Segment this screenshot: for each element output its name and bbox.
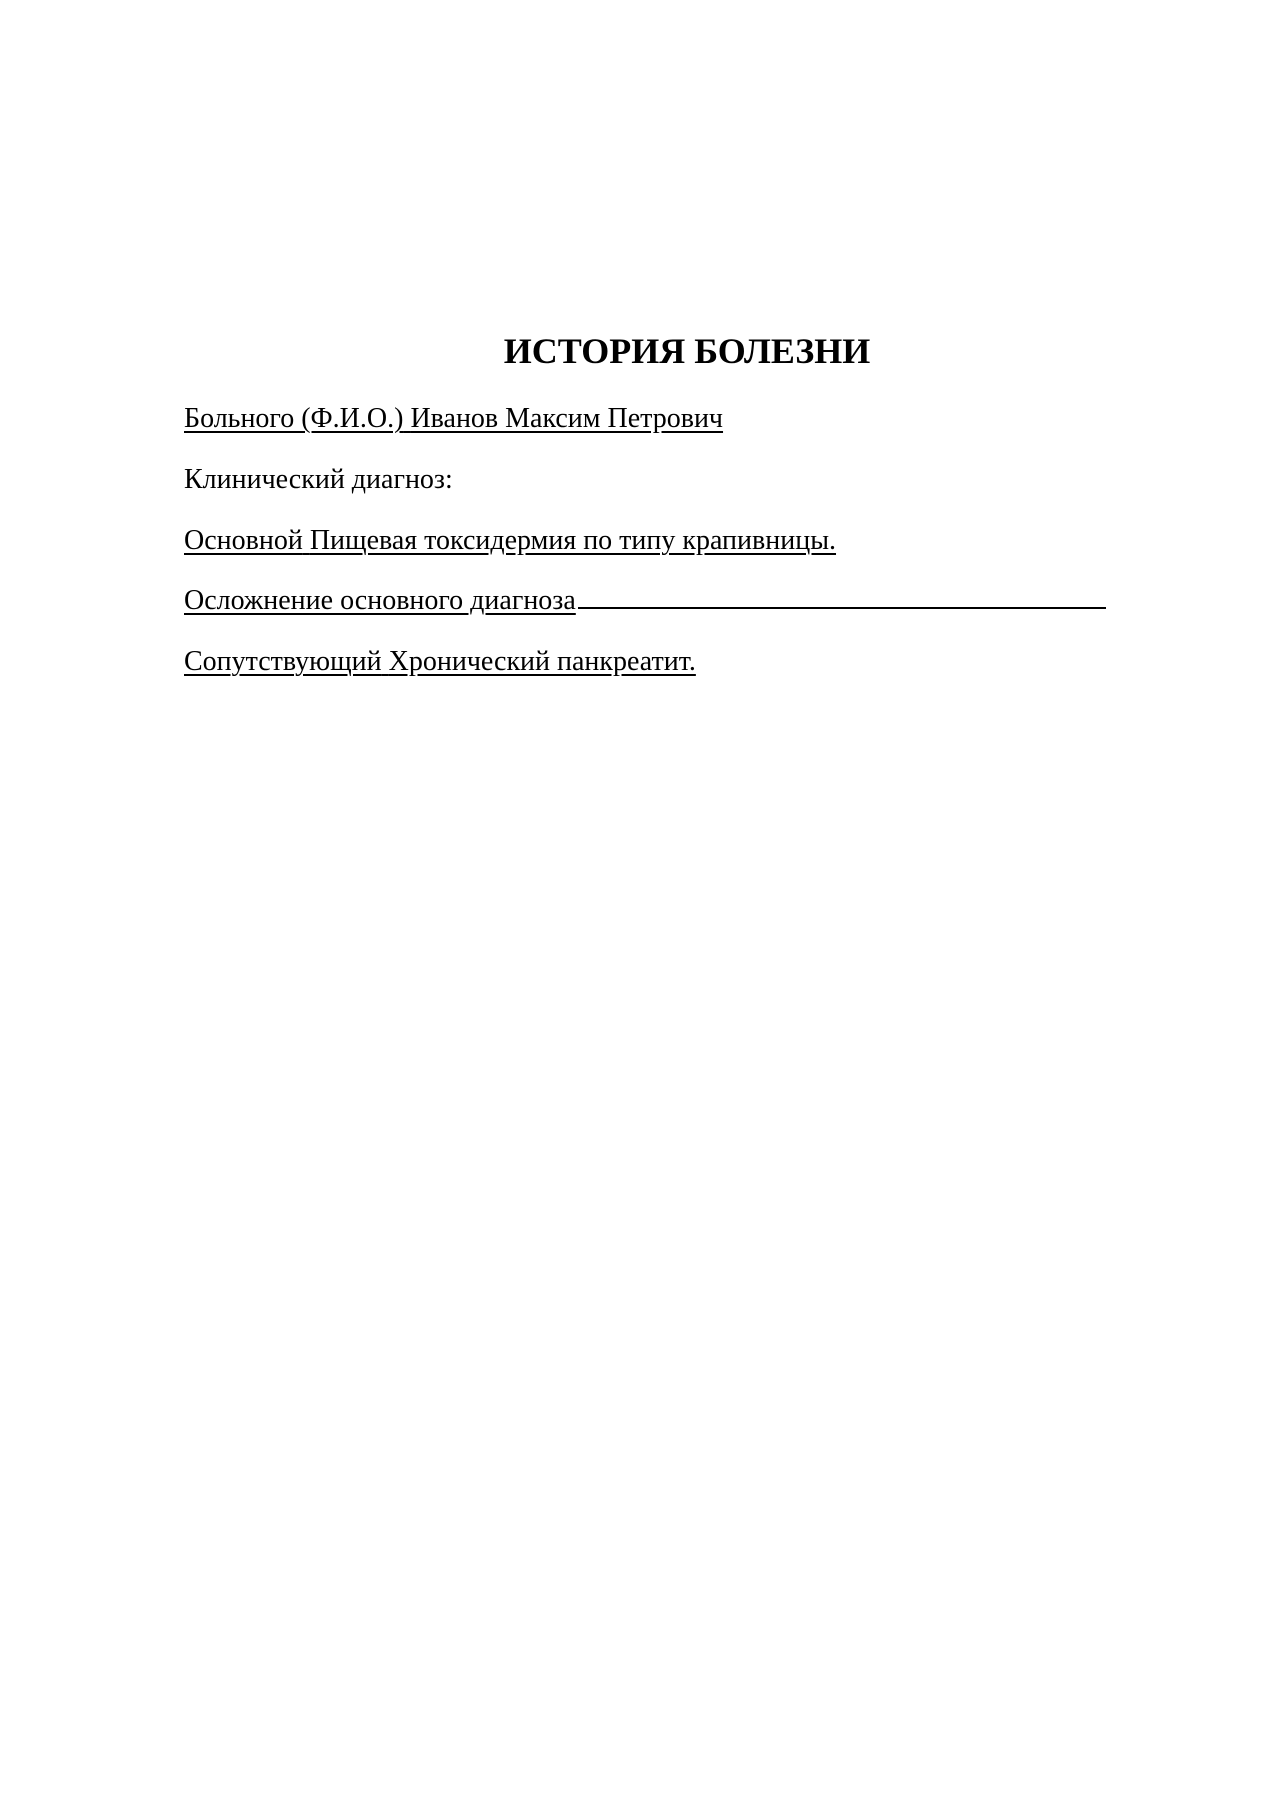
concomitant-line bbox=[184, 644, 696, 680]
main-diagnosis-value: Пищевая токсидермия по типу крапивницы. bbox=[309, 525, 837, 556]
main-diagnosis-line bbox=[184, 523, 836, 559]
document-title: ИСТОРИЯ БОЛЕЗНИ bbox=[503, 331, 871, 371]
main-diagnosis-label: Основной bbox=[184, 525, 303, 556]
patient-line bbox=[184, 401, 723, 437]
patient-label: Больного (Ф.И.О.) bbox=[184, 403, 404, 434]
concomitant-label: Сопутствующий bbox=[184, 646, 382, 677]
complication-blank-field bbox=[578, 585, 1106, 609]
complication-line bbox=[184, 583, 1106, 619]
clinical-diagnosis-label: Клинический диагноз: bbox=[184, 464, 453, 495]
complication-label: Осложнение основного диагноза bbox=[184, 585, 576, 616]
concomitant-value: Хронический панкреатит. bbox=[388, 646, 696, 677]
patient-name: Иванов Максим Петрович bbox=[410, 403, 724, 434]
